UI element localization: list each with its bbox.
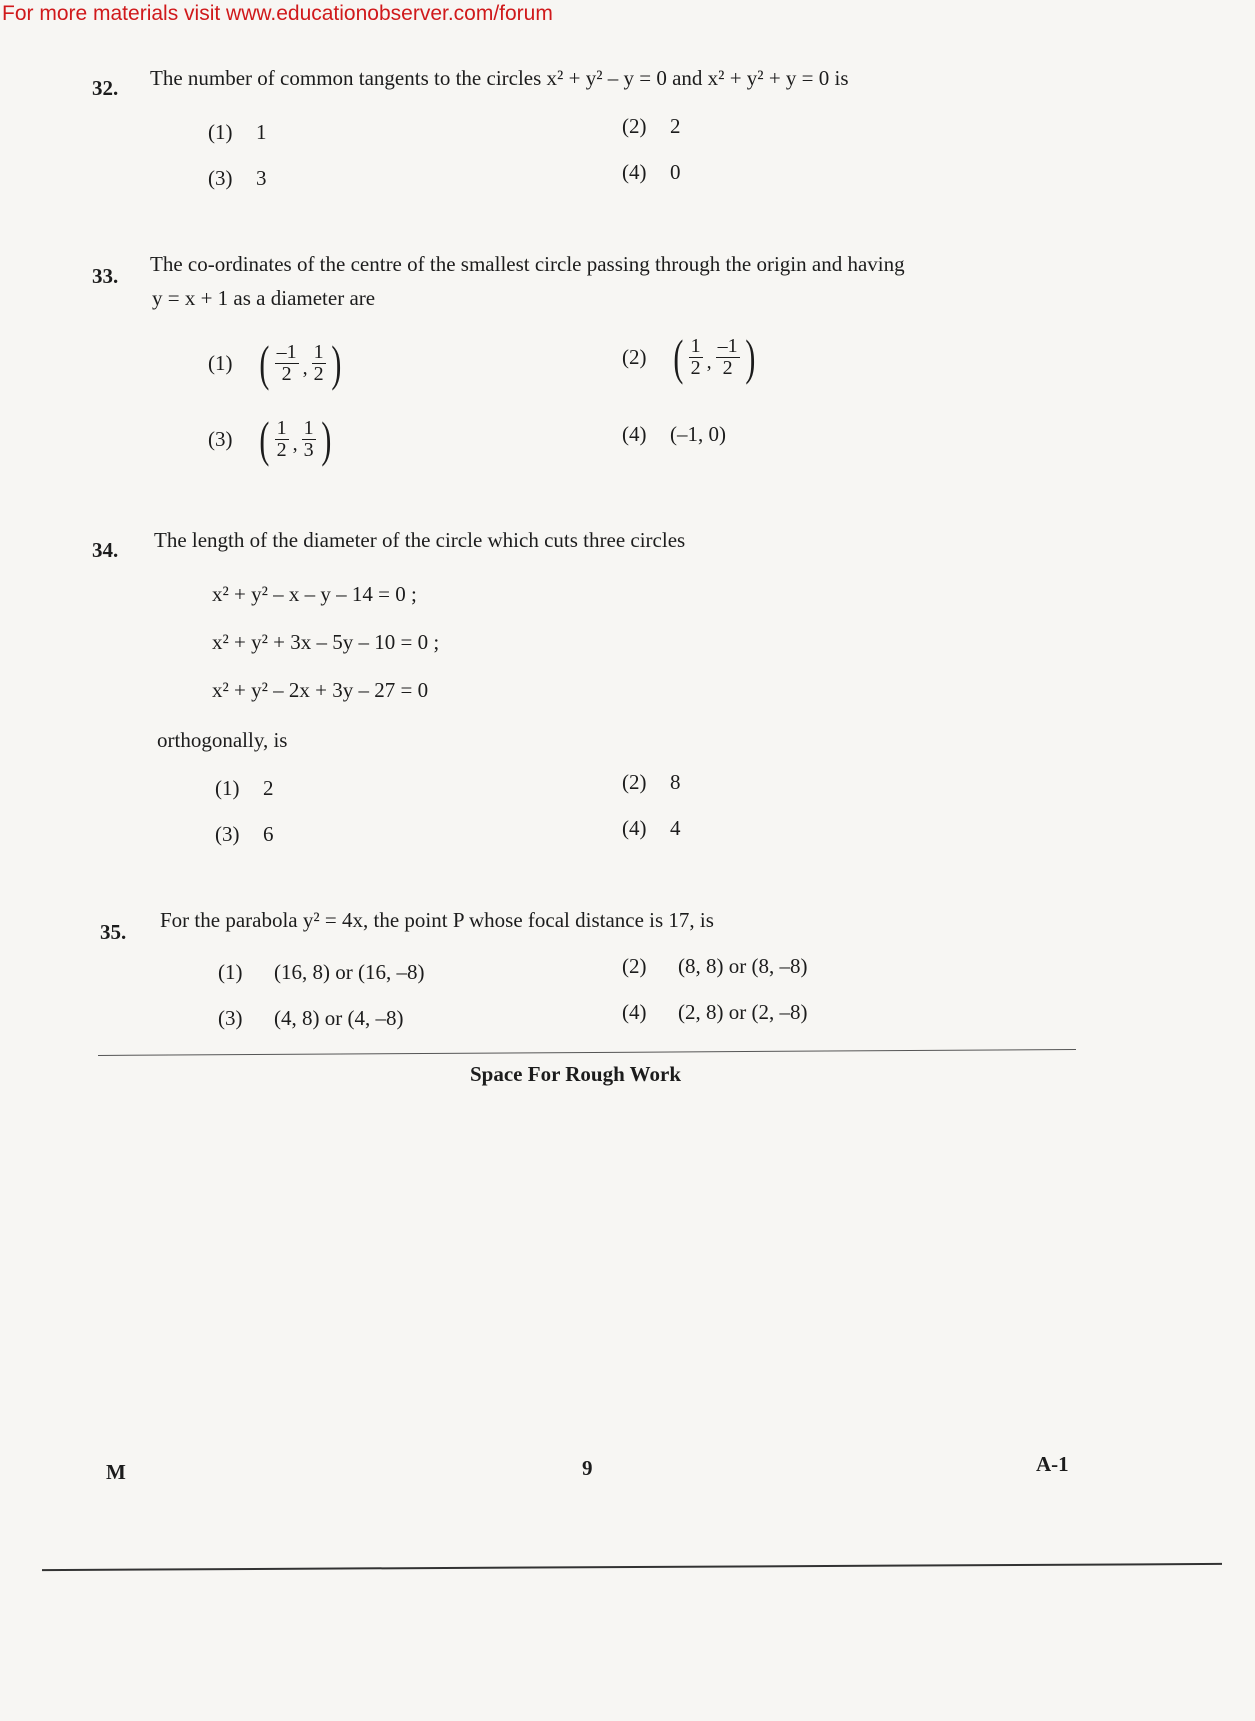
option-number: (2) <box>622 954 647 978</box>
option <box>622 954 807 979</box>
option <box>208 166 267 191</box>
option <box>208 335 344 391</box>
footer-left: M <box>106 1460 126 1484</box>
question-number: 35. <box>100 920 127 944</box>
fraction-numerator: 1 <box>276 416 287 439</box>
option-text: (4, 8) or (4, –8) <box>274 1006 404 1030</box>
header-link[interactable]: For more materials visit www.educationobserver.com/forum <box>2 2 553 25</box>
fraction-numerator: –1 <box>717 334 738 357</box>
question-number: 32. <box>92 76 119 100</box>
equation: x² + y² + 3x – 5y – 10 = 0 ; <box>212 630 440 654</box>
option <box>622 422 726 447</box>
option-number: (4) <box>622 816 647 840</box>
divider <box>98 1049 1076 1056</box>
option <box>622 770 681 795</box>
option-number: (3) <box>218 1006 243 1030</box>
option <box>208 120 267 145</box>
option-number: (3) <box>208 426 233 451</box>
option-text: 2 <box>263 776 274 800</box>
option-number: (4) <box>622 1000 647 1024</box>
question-text: The length of the diameter of the circle which cuts three circles <box>154 528 686 552</box>
question-number: 33. <box>92 264 119 288</box>
fraction-denominator: 2 <box>281 362 292 385</box>
fraction-numerator: 1 <box>690 334 701 357</box>
footer-right: A-1 <box>1036 1452 1069 1476</box>
option-text: (2, 8) or (2, –8) <box>678 1000 808 1024</box>
fraction-denominator: 3 <box>303 438 314 461</box>
option-number: (3) <box>208 166 233 190</box>
coordinate-pair: ( $\frac{-1}{2}$ , $\frac{1}{2}$ ) <box>259 335 341 391</box>
option <box>622 114 681 139</box>
equation: x² + y² – x – y – 14 = 0 ; <box>212 582 417 606</box>
option <box>218 1006 403 1031</box>
rough-work-label: Space For Rough Work <box>470 1062 682 1086</box>
option <box>622 1000 807 1025</box>
option <box>622 160 681 185</box>
question-text: The number of common tangents to the circles x² + y² – y = 0 and x² + y² + y = 0 is <box>150 66 849 90</box>
option-number: (1) <box>215 776 240 800</box>
equation: x² + y² – 2x + 3y – 27 = 0 <box>212 678 429 702</box>
option-number: (1) <box>208 350 233 375</box>
option-number: (2) <box>622 344 647 369</box>
option-number: (2) <box>622 114 647 138</box>
fraction-denominator: 2 <box>722 356 733 379</box>
option <box>215 822 274 847</box>
option-text: 1 <box>256 120 267 144</box>
coordinate-pair: ( $\frac{1}{2}$ , $\frac{1}{3}$ ) <box>259 411 331 467</box>
option-text: 4 <box>670 816 681 840</box>
option <box>215 776 274 801</box>
option-text: 3 <box>256 166 267 190</box>
page-number: 9 <box>582 1456 593 1480</box>
option <box>622 329 758 385</box>
question-text: For the parabola y² = 4x, the point P whose focal distance is 17, is <box>160 908 714 932</box>
question-text-tail: orthogonally, is <box>157 728 288 752</box>
option-number: (2) <box>622 770 647 794</box>
option-text: 2 <box>670 114 681 138</box>
fraction-denominator: 2 <box>313 362 324 385</box>
page-bottom-rule <box>42 1563 1222 1571</box>
option <box>622 816 681 841</box>
option-number: (4) <box>622 422 647 446</box>
fraction-numerator: –1 <box>276 340 297 363</box>
option-number: (4) <box>622 160 647 184</box>
option-text: 8 <box>670 770 681 794</box>
question-number: 34. <box>92 538 119 562</box>
option <box>208 411 334 467</box>
coordinate-pair: ( $\frac{1}{2}$ , $\frac{-1}{2}$ ) <box>673 329 755 385</box>
question-text-line2: y = x + 1 as a diameter are <box>152 286 376 310</box>
option-text: (8, 8) or (8, –8) <box>678 954 808 978</box>
option-text: (16, 8) or (16, –8) <box>274 960 425 984</box>
fraction-denominator: 2 <box>690 356 701 379</box>
option-text: 6 <box>263 822 274 846</box>
option-text: 0 <box>670 160 681 184</box>
fraction-denominator: 2 <box>276 438 287 461</box>
option <box>218 960 424 985</box>
fraction-numerator: 1 <box>313 340 324 363</box>
fraction-numerator: 1 <box>303 416 314 439</box>
option-number: (1) <box>218 960 243 984</box>
option-text: (–1, 0) <box>670 422 726 446</box>
option-number: (1) <box>208 120 233 144</box>
option-number: (3) <box>215 822 240 846</box>
question-text: The co-ordinates of the centre of the smallest circle passing through the origin and having <box>150 252 905 276</box>
